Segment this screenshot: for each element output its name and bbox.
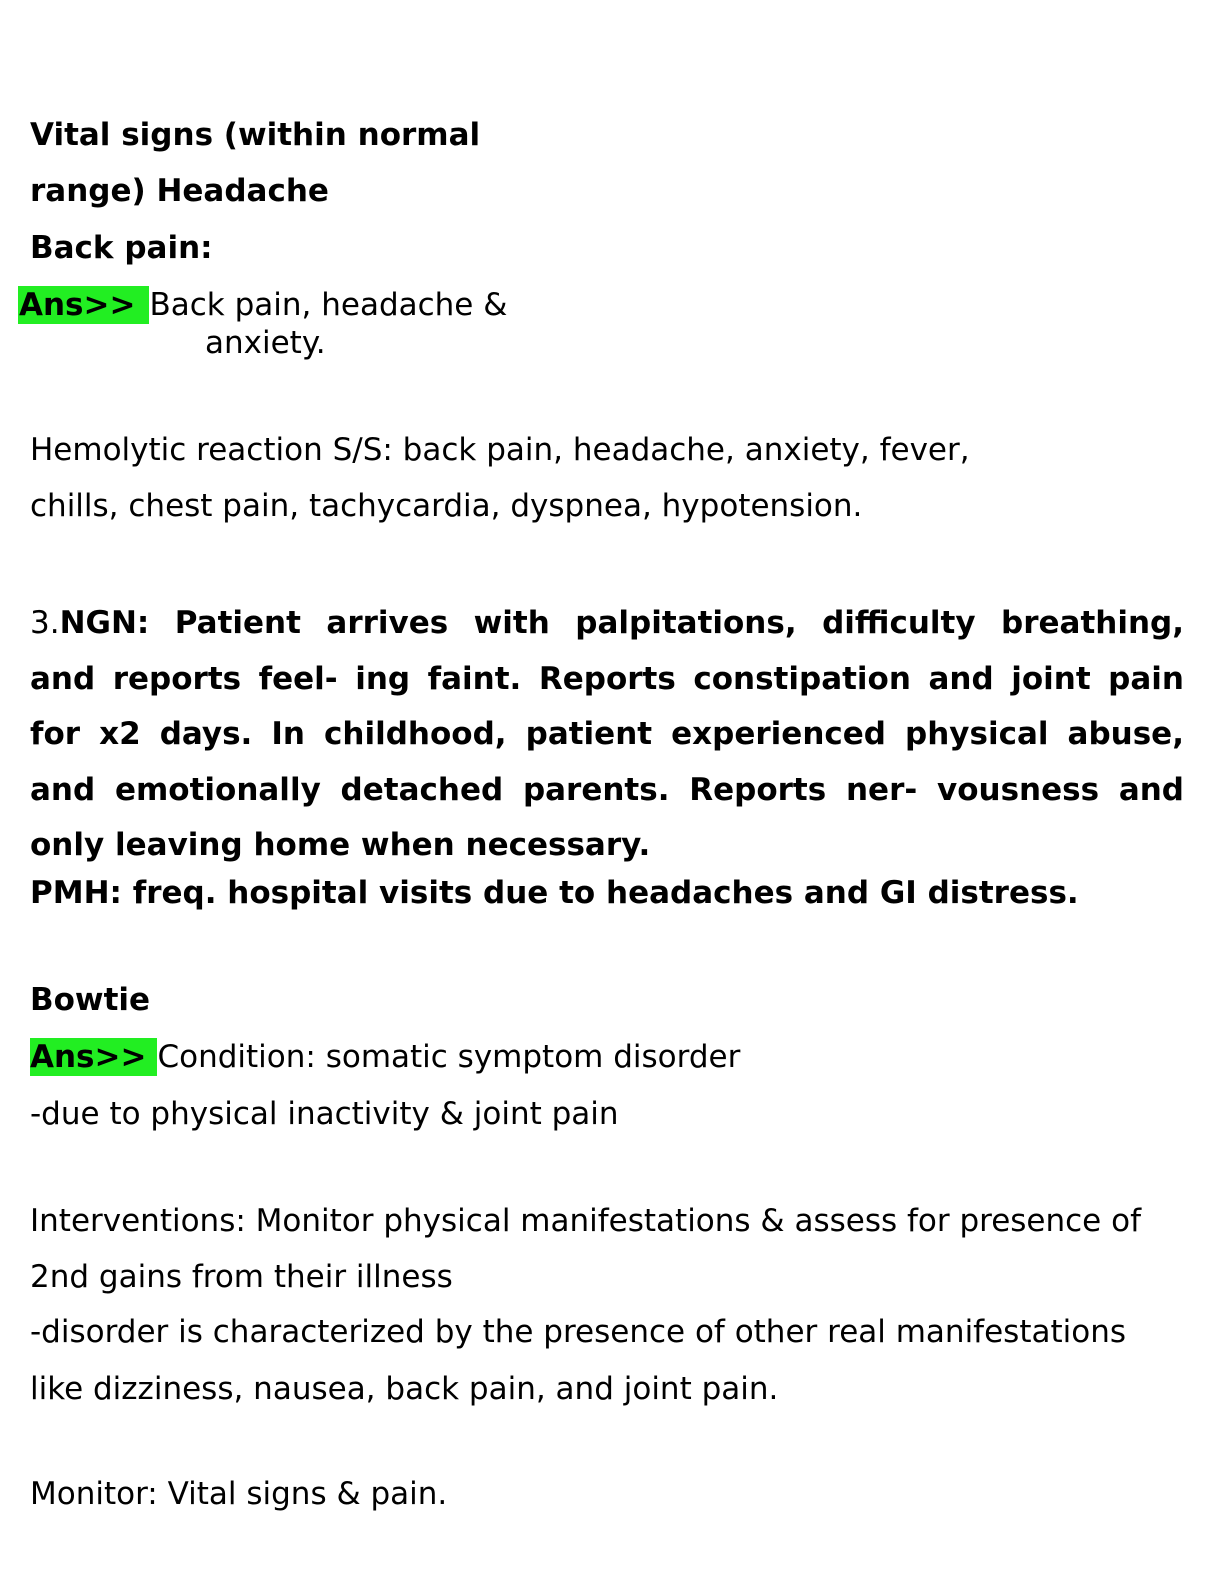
answer-text-1: Back pain, headache &: [149, 287, 508, 323]
ngn-line-2: and reports feel- ing faint. Reports constipation and joint pain: [30, 660, 1184, 697]
question-number: 3.: [30, 605, 60, 641]
hemolytic-reaction-line-2: chills, chest pain, tachycardia, dyspnea, hypotension.: [30, 488, 863, 524]
due-to-line: -due to physical inactivity & joint pain: [30, 1096, 619, 1132]
interventions-line-1: Interventions: Monitor physical manifestations & assess for presence of: [30, 1203, 1141, 1239]
disorder-line-2: like dizziness, nausea, back pain, and joint pain.: [30, 1371, 779, 1407]
answer-row-2: [30, 1038, 740, 1076]
range-headache-heading: range) Headache: [30, 173, 329, 209]
pmh-line: PMH: freq. hospital visits due to headaches and GI distress.: [30, 875, 1079, 911]
disorder-line-1: -disorder is characterized by the presence of other real manifestations: [30, 1314, 1127, 1350]
answer-label-highlight: Ans>>: [18, 286, 149, 324]
back-pain-heading: Back pain:: [30, 230, 213, 266]
ngn-line-1: 3.NGN: Patient arrives with palpitations, difficulty breathing,: [30, 605, 1184, 641]
ngn-line-4: and emotionally detached parents. Reports ner- vousness and: [30, 771, 1184, 808]
ngn-line-3: for x2 days. In childhood, patient experienced physical abuse,: [30, 716, 1184, 752]
bowtie-heading: Bowtie: [30, 982, 151, 1018]
ngn-case-paragraph: [30, 596, 1184, 874]
ngn-line-5: only leaving home when necessary.: [30, 827, 651, 863]
answer-label-highlight-2: Ans>>: [30, 1038, 157, 1076]
vital-signs-heading: Vital signs (within normal: [30, 117, 481, 153]
interventions-line-2: 2nd gains from their illness: [30, 1259, 453, 1295]
answer-row-1: [18, 286, 507, 324]
hemolytic-reaction-line-1: Hemolytic reaction S/S: back pain, headache, anxiety, fever,: [30, 432, 970, 468]
monitor-line: Monitor: Vital signs & pain.: [30, 1476, 448, 1512]
answer-text-1-continued: anxiety.: [205, 325, 326, 361]
condition-text: Condition: somatic symptom disorder: [157, 1039, 741, 1075]
